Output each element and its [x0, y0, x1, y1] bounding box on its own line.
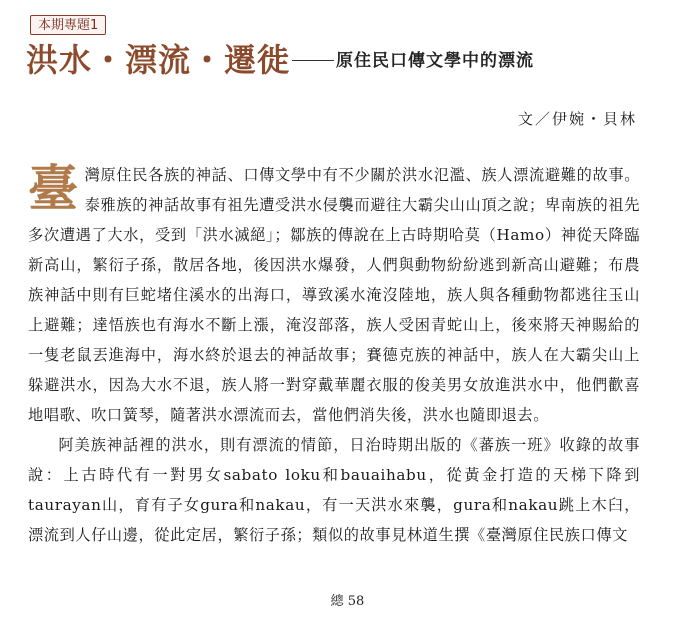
drop-cap: 臺	[28, 159, 79, 218]
title-main: 洪水・漂流・遷徙	[26, 41, 291, 79]
page-number: 總 58	[330, 594, 365, 609]
article-title	[26, 40, 534, 80]
paragraph-1-text: 灣原住民各族的神話、口傳文學中有不少關於洪水氾濫、族人漂流避難的故事。泰雅族的神話故事有祖先遭受洪水侵襲而避往大霸尖山山頂之說；卑南族的祖先多次遭遇了大水，受到「洪水滅絕」；鄒族的傳說在上古時期哈莫（Hamo）神從天降臨新高山，繁衍子孫，散居各地，後因洪水爆發，人們與動物紛紛逃到新高山避難；布農族神話中則有巨蛇堵住溪水的出海口，導致溪水淹沒陸地，族人與各種動物都逃往玉山上避難；達悟族也有海水不斷上漲，淹沒部落，族人受困青蛇山上，後來將天神賜給的一隻老鼠丟進海中，海水終於退去的神話故事；賽德克族的神話中，族人在大霸尖山上躲避洪水，因為大水不退，族人將一對穿戴華麗衣服的俊美男女放進洪水中，他們歡喜地唱歌、吹口簧琴，隨著洪水漂流而去，當他們消失後，洪水也隨即退去。	[28, 166, 640, 424]
paragraph-1	[28, 160, 640, 430]
article-body	[28, 160, 640, 550]
title-subtitle: 原住民口傳文學中的漂流	[336, 51, 535, 71]
paragraph-2: 阿美族神話裡的洪水，則有漂流的情節，日治時期出版的《蕃族一班》收錄的故事說：上古時代有一對男女sabato loku和bauaihabu，從黃金打造的天梯下降到taurayan山，育有子女gura和nakau，有一天洪水來襲，gura和nakau跳上木臼，漂流到人仔山邊，從此定居，繁衍子孫；類似的故事見林道生撰《臺灣原住民族口傳文	[28, 436, 640, 544]
author-byline: 文／伊婉・貝林	[517, 110, 637, 128]
section-tag: 本期專題1	[30, 15, 106, 35]
title-dash-divider	[292, 60, 334, 61]
